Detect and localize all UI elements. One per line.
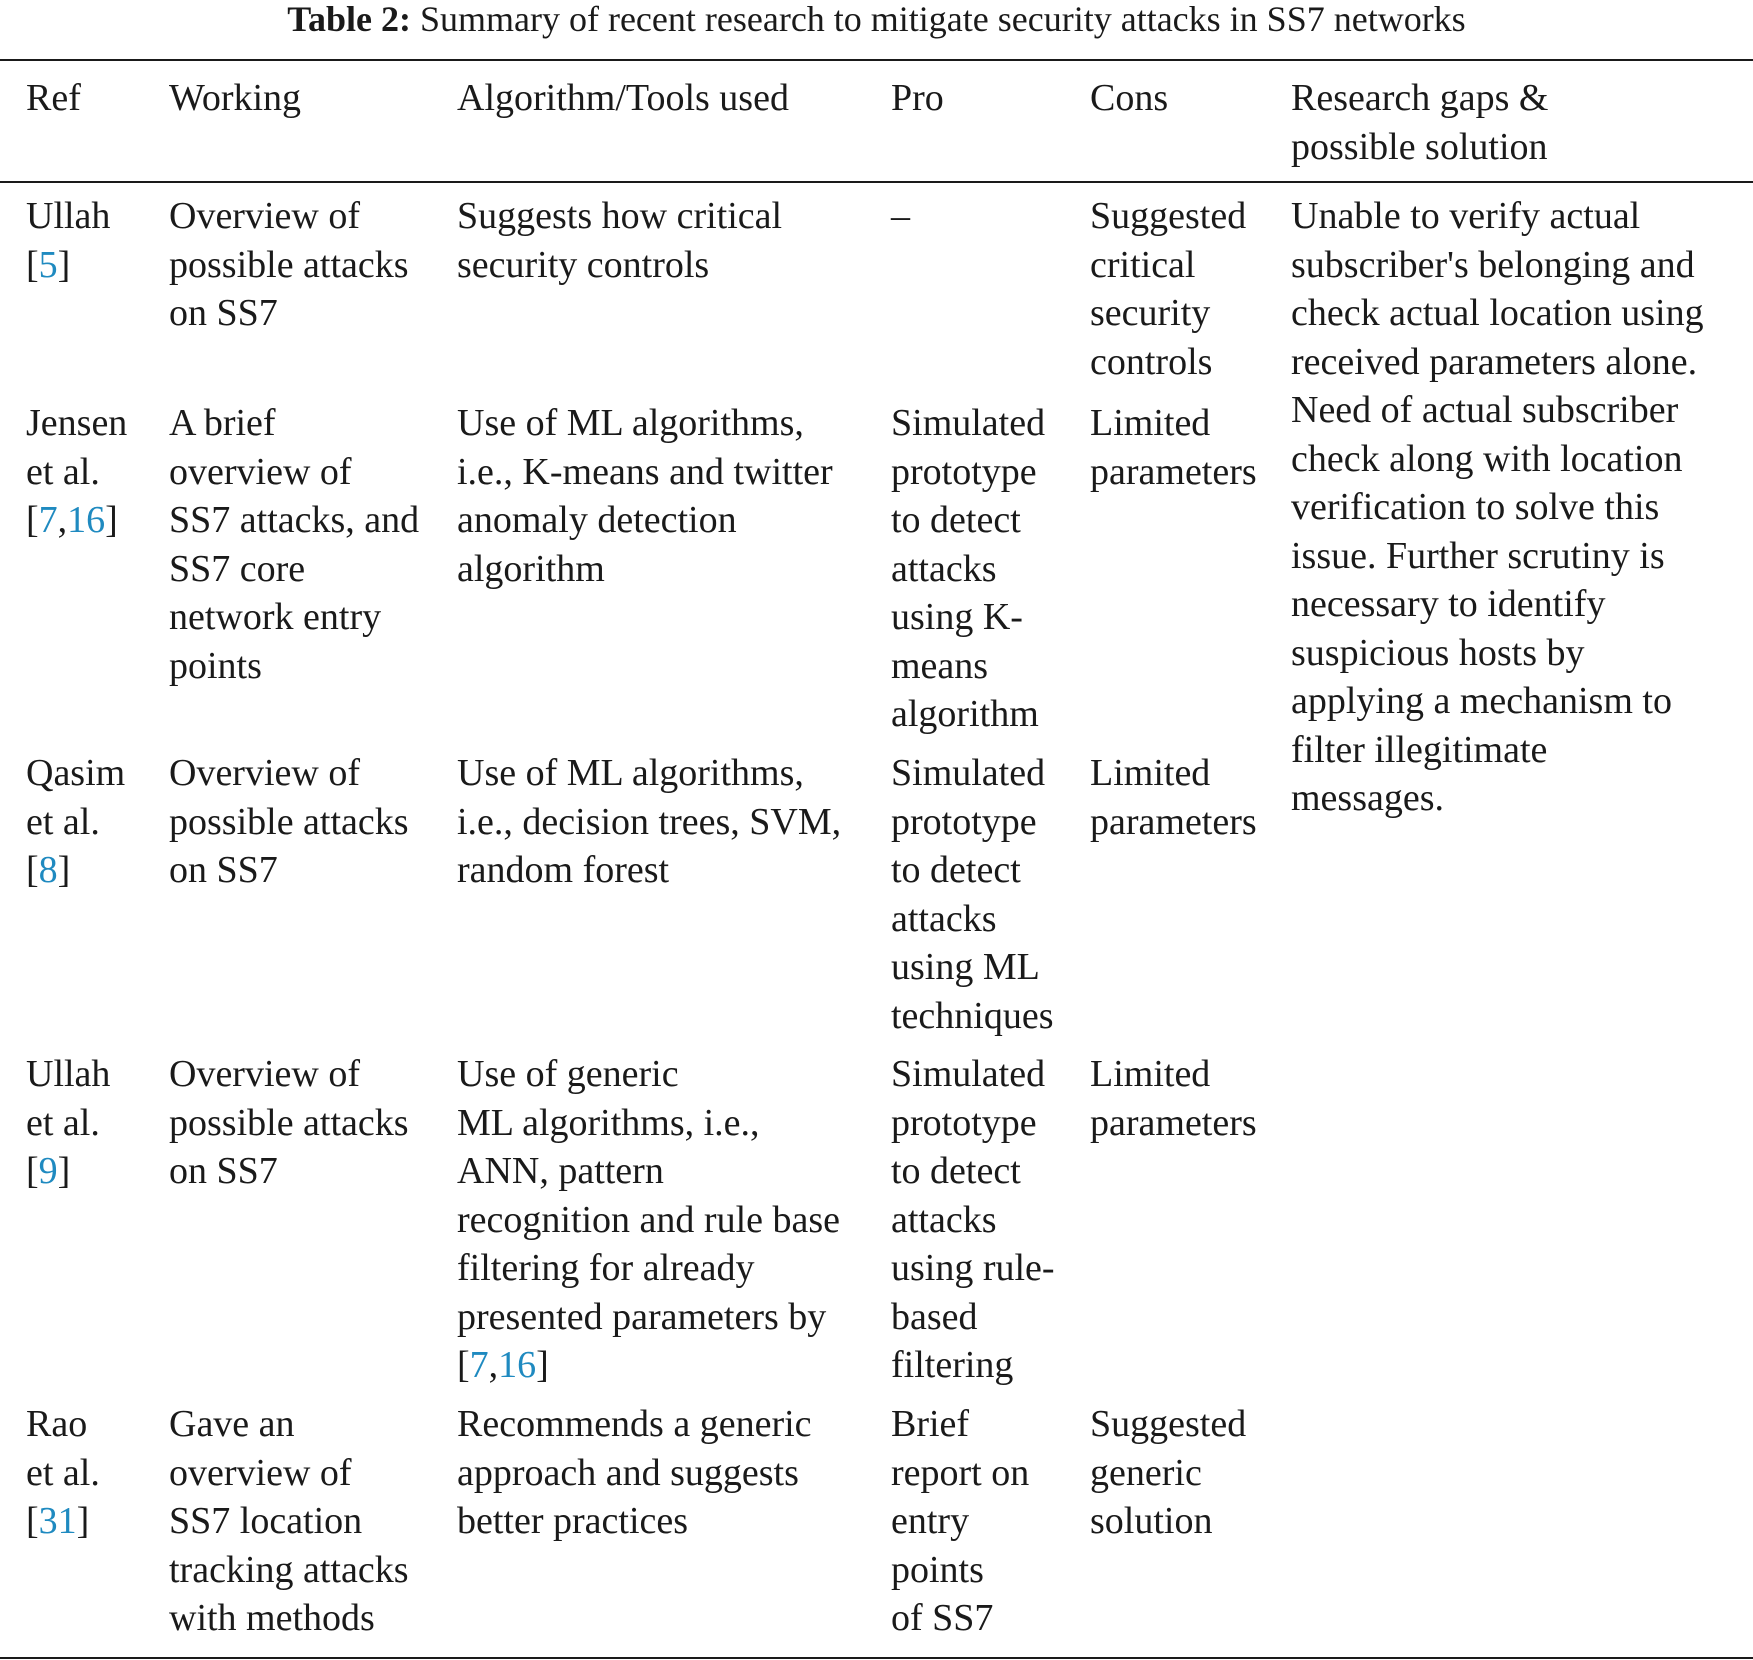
cell-line: to detect [891, 1150, 1021, 1192]
cons-cell [1090, 1050, 1257, 1147]
cell-line: algorithm [891, 693, 1039, 735]
table-caption [0, 0, 1753, 40]
header-rule [0, 181, 1753, 183]
cell-line: Overview of [169, 195, 360, 237]
cell-line: anomaly detection [457, 499, 737, 541]
header-cons: Cons [1090, 77, 1169, 119]
citation-link[interactable]: 16 [498, 1344, 537, 1386]
cell-line: parameters [1090, 1101, 1257, 1144]
cell-line: on SS7 [169, 849, 278, 891]
citation-line [457, 1341, 840, 1390]
citation-line [26, 846, 125, 895]
cell-line: controls [1090, 340, 1213, 383]
cell-line: points [891, 1548, 984, 1591]
cell-line: on SS7 [169, 292, 278, 334]
citation-bracket: [ [26, 1500, 39, 1542]
cell-line: using ML [891, 946, 1040, 988]
citation-bracket: ] [57, 849, 71, 891]
pro-cell [891, 1050, 1055, 1390]
cell-line: to detect [891, 849, 1021, 891]
cell-line: report on [891, 1451, 1030, 1494]
cell-line: random forest [457, 849, 670, 891]
cell-line: Brief [891, 1403, 970, 1445]
pro-cell [891, 1400, 1029, 1643]
cell-line: to detect [891, 499, 1021, 541]
cell-line: Overview of [169, 1053, 360, 1095]
working-cell [169, 192, 409, 338]
research-gap-line: check along with location [1291, 437, 1683, 480]
cell-line: SS7 core [169, 547, 306, 590]
table-label: Table 2: [287, 0, 411, 39]
research-gap-line: applying a mechanism to [1291, 680, 1672, 722]
citation-line [26, 496, 127, 545]
ref-cell [26, 1050, 110, 1196]
cell-line: overview of [169, 450, 352, 493]
cell-line: entry [891, 1500, 970, 1542]
research-gap-line: Need of actual subscriber [1291, 389, 1679, 431]
ref-author-line: et al. [26, 800, 100, 843]
citation-link[interactable]: 7 [469, 1344, 489, 1386]
citation-bracket: [ [26, 499, 39, 541]
cell-line: SS7 location [169, 1500, 363, 1542]
cell-line: filtering for already [457, 1247, 755, 1289]
cell-line: Suggests how critical [457, 195, 783, 237]
ref-author-line: Qasim [26, 752, 126, 794]
citation-link[interactable]: 5 [38, 243, 58, 286]
pro-cell [891, 399, 1045, 739]
cell-line: Simulated [891, 1053, 1046, 1095]
cell-line: i.e., K-means and twitter [457, 450, 833, 493]
cell-line: Simulated [891, 402, 1046, 444]
citation-link[interactable]: 31 [38, 1500, 77, 1542]
cell-line: prototype [891, 1101, 1037, 1144]
ref-cell [26, 399, 127, 545]
cons-cell [1090, 1400, 1246, 1546]
cell-line: Simulated [891, 752, 1046, 794]
cell-line: Overview of [169, 752, 360, 794]
cell-line: with methods [169, 1597, 375, 1639]
citation-bracket: ] [76, 1500, 90, 1542]
cell-line: possible attacks [169, 1101, 409, 1144]
cell-line: security controls [457, 243, 710, 286]
ref-cell [26, 192, 110, 289]
citation-bracket: ] [105, 499, 118, 541]
cell-line: tracking attacks [169, 1548, 409, 1591]
algorithm-cell [457, 399, 833, 593]
cell-line: Use of ML algorithms, [457, 752, 804, 794]
research-gap-line: check actual location using [1291, 292, 1704, 334]
citation-bracket: ] [536, 1344, 549, 1386]
ref-author-line: Ullah [26, 195, 111, 237]
ref-author-line: et al. [26, 450, 100, 493]
cell-line: Suggested [1090, 195, 1247, 237]
cell-line: – [891, 195, 910, 237]
cell-line: filtering [891, 1344, 1014, 1386]
citation-bracket: [ [26, 243, 39, 286]
cell-line: Limited [1090, 402, 1211, 444]
research-gaps-cell [1291, 192, 1704, 823]
cell-line: solution [1090, 1500, 1213, 1542]
cell-line: network entry [169, 596, 382, 638]
ref-cell [26, 1400, 100, 1546]
cell-line: security [1090, 292, 1211, 334]
ref-author-line: et al. [26, 1101, 100, 1144]
bottom-rule [0, 1657, 1753, 1659]
working-cell [169, 399, 419, 690]
algorithm-cell [457, 1400, 812, 1546]
cell-line: of SS7 [891, 1597, 994, 1639]
cell-line: prototype [891, 800, 1037, 843]
cell-line: SS7 attacks, and [169, 499, 420, 541]
citation-separator: , [57, 499, 68, 541]
cell-line: i.e., decision trees, SVM, [457, 800, 842, 843]
cell-line: possible attacks [169, 800, 409, 843]
cell-line: Recommends a generic [457, 1403, 812, 1445]
citation-bracket: ] [57, 1150, 71, 1192]
cell-line: Use of ML algorithms, [457, 402, 804, 444]
working-cell [169, 1050, 409, 1196]
cons-cell [1090, 749, 1257, 846]
cell-line: presented parameters by [457, 1295, 827, 1338]
research-gap-line: subscriber's belonging and [1291, 243, 1695, 286]
header-working: Working [169, 77, 302, 119]
cell-line: Suggested [1090, 1403, 1247, 1445]
algorithm-cell [457, 1050, 840, 1390]
algorithm-cell [457, 192, 782, 289]
algorithm-cell [457, 749, 841, 895]
citation-bracket: [ [457, 1344, 470, 1386]
pro-cell [891, 749, 1054, 1040]
ref-cell [26, 749, 125, 895]
table-title: Summary of recent research to mitigate security attacks in SS7 networks [419, 0, 1466, 39]
cell-line: prototype [891, 450, 1037, 493]
research-gap-line: necessary to identify [1291, 583, 1606, 625]
cell-line: Limited [1090, 752, 1211, 794]
cell-line: generic [1090, 1451, 1202, 1494]
citation-bracket: [ [26, 1150, 39, 1192]
citation-line [26, 241, 110, 290]
cell-line: recognition and rule base [457, 1198, 841, 1241]
cell-line: A brief [169, 402, 276, 444]
research-gap-line: verification to solve this [1291, 486, 1660, 528]
research-gap-line: Unable to verify actual [1291, 195, 1641, 237]
cell-line: parameters [1090, 800, 1257, 843]
cell-line: critical [1090, 243, 1196, 286]
cell-line: points [169, 644, 262, 687]
cell-line: using rule- [891, 1247, 1055, 1289]
ref-author-line: Ullah [26, 1053, 111, 1095]
research-gap-line: messages. [1291, 777, 1445, 819]
ref-author-line: Rao [26, 1403, 88, 1445]
header-gaps-line: possible solution [1291, 125, 1548, 168]
cell-line: ANN, pattern [457, 1150, 664, 1192]
cell-line: attacks [891, 1198, 997, 1241]
cell-line: overview of [169, 1451, 352, 1494]
citation-link[interactable]: 16 [67, 499, 106, 541]
top-rule [0, 59, 1753, 61]
citation-line [26, 1147, 110, 1196]
cell-line: Use of generic [457, 1053, 679, 1095]
citation-link[interactable]: 7 [38, 499, 58, 541]
research-gap-line: issue. Further scrutiny is [1291, 534, 1665, 577]
cell-line: on SS7 [169, 1150, 278, 1192]
cell-line: Gave an [169, 1403, 295, 1445]
header-pro: Pro [891, 77, 944, 119]
pro-cell [891, 192, 910, 241]
header-algorithm: Algorithm/Tools used [457, 77, 789, 119]
citation-separator: , [488, 1344, 499, 1386]
cell-line: based [891, 1295, 978, 1338]
research-gap-line: received parameters alone. [1291, 340, 1698, 383]
cell-line: possible attacks [169, 243, 409, 286]
citation-link[interactable]: 8 [38, 849, 58, 891]
cell-line: Limited [1090, 1053, 1211, 1095]
cell-line: means [891, 644, 989, 687]
cons-cell [1090, 192, 1246, 386]
cell-line: approach and suggests [457, 1451, 799, 1494]
cell-line: ML algorithms, i.e., [457, 1101, 760, 1144]
header-research-gaps [1291, 74, 1548, 171]
ref-author-line: Jensen [26, 402, 128, 444]
cell-line: algorithm [457, 547, 605, 590]
header-ref: Ref [26, 77, 81, 119]
citation-bracket: [ [26, 849, 39, 891]
cell-line: attacks [891, 897, 997, 940]
cons-cell [1090, 399, 1257, 496]
citation-line [26, 1497, 100, 1546]
citation-link[interactable]: 9 [38, 1150, 58, 1192]
working-cell [169, 749, 409, 895]
working-cell [169, 1400, 409, 1643]
cell-line: techniques [891, 994, 1054, 1037]
citation-bracket: ] [57, 243, 71, 286]
ref-author-line: et al. [26, 1451, 100, 1494]
cell-line: using K- [891, 596, 1023, 638]
header-gaps-line: Research gaps & [1291, 77, 1549, 119]
research-gap-line: filter illegitimate [1291, 728, 1548, 771]
cell-line: attacks [891, 547, 997, 590]
cell-line: parameters [1090, 450, 1257, 493]
research-gap-line: suspicious hosts by [1291, 631, 1585, 674]
cell-line: better practices [457, 1500, 689, 1542]
